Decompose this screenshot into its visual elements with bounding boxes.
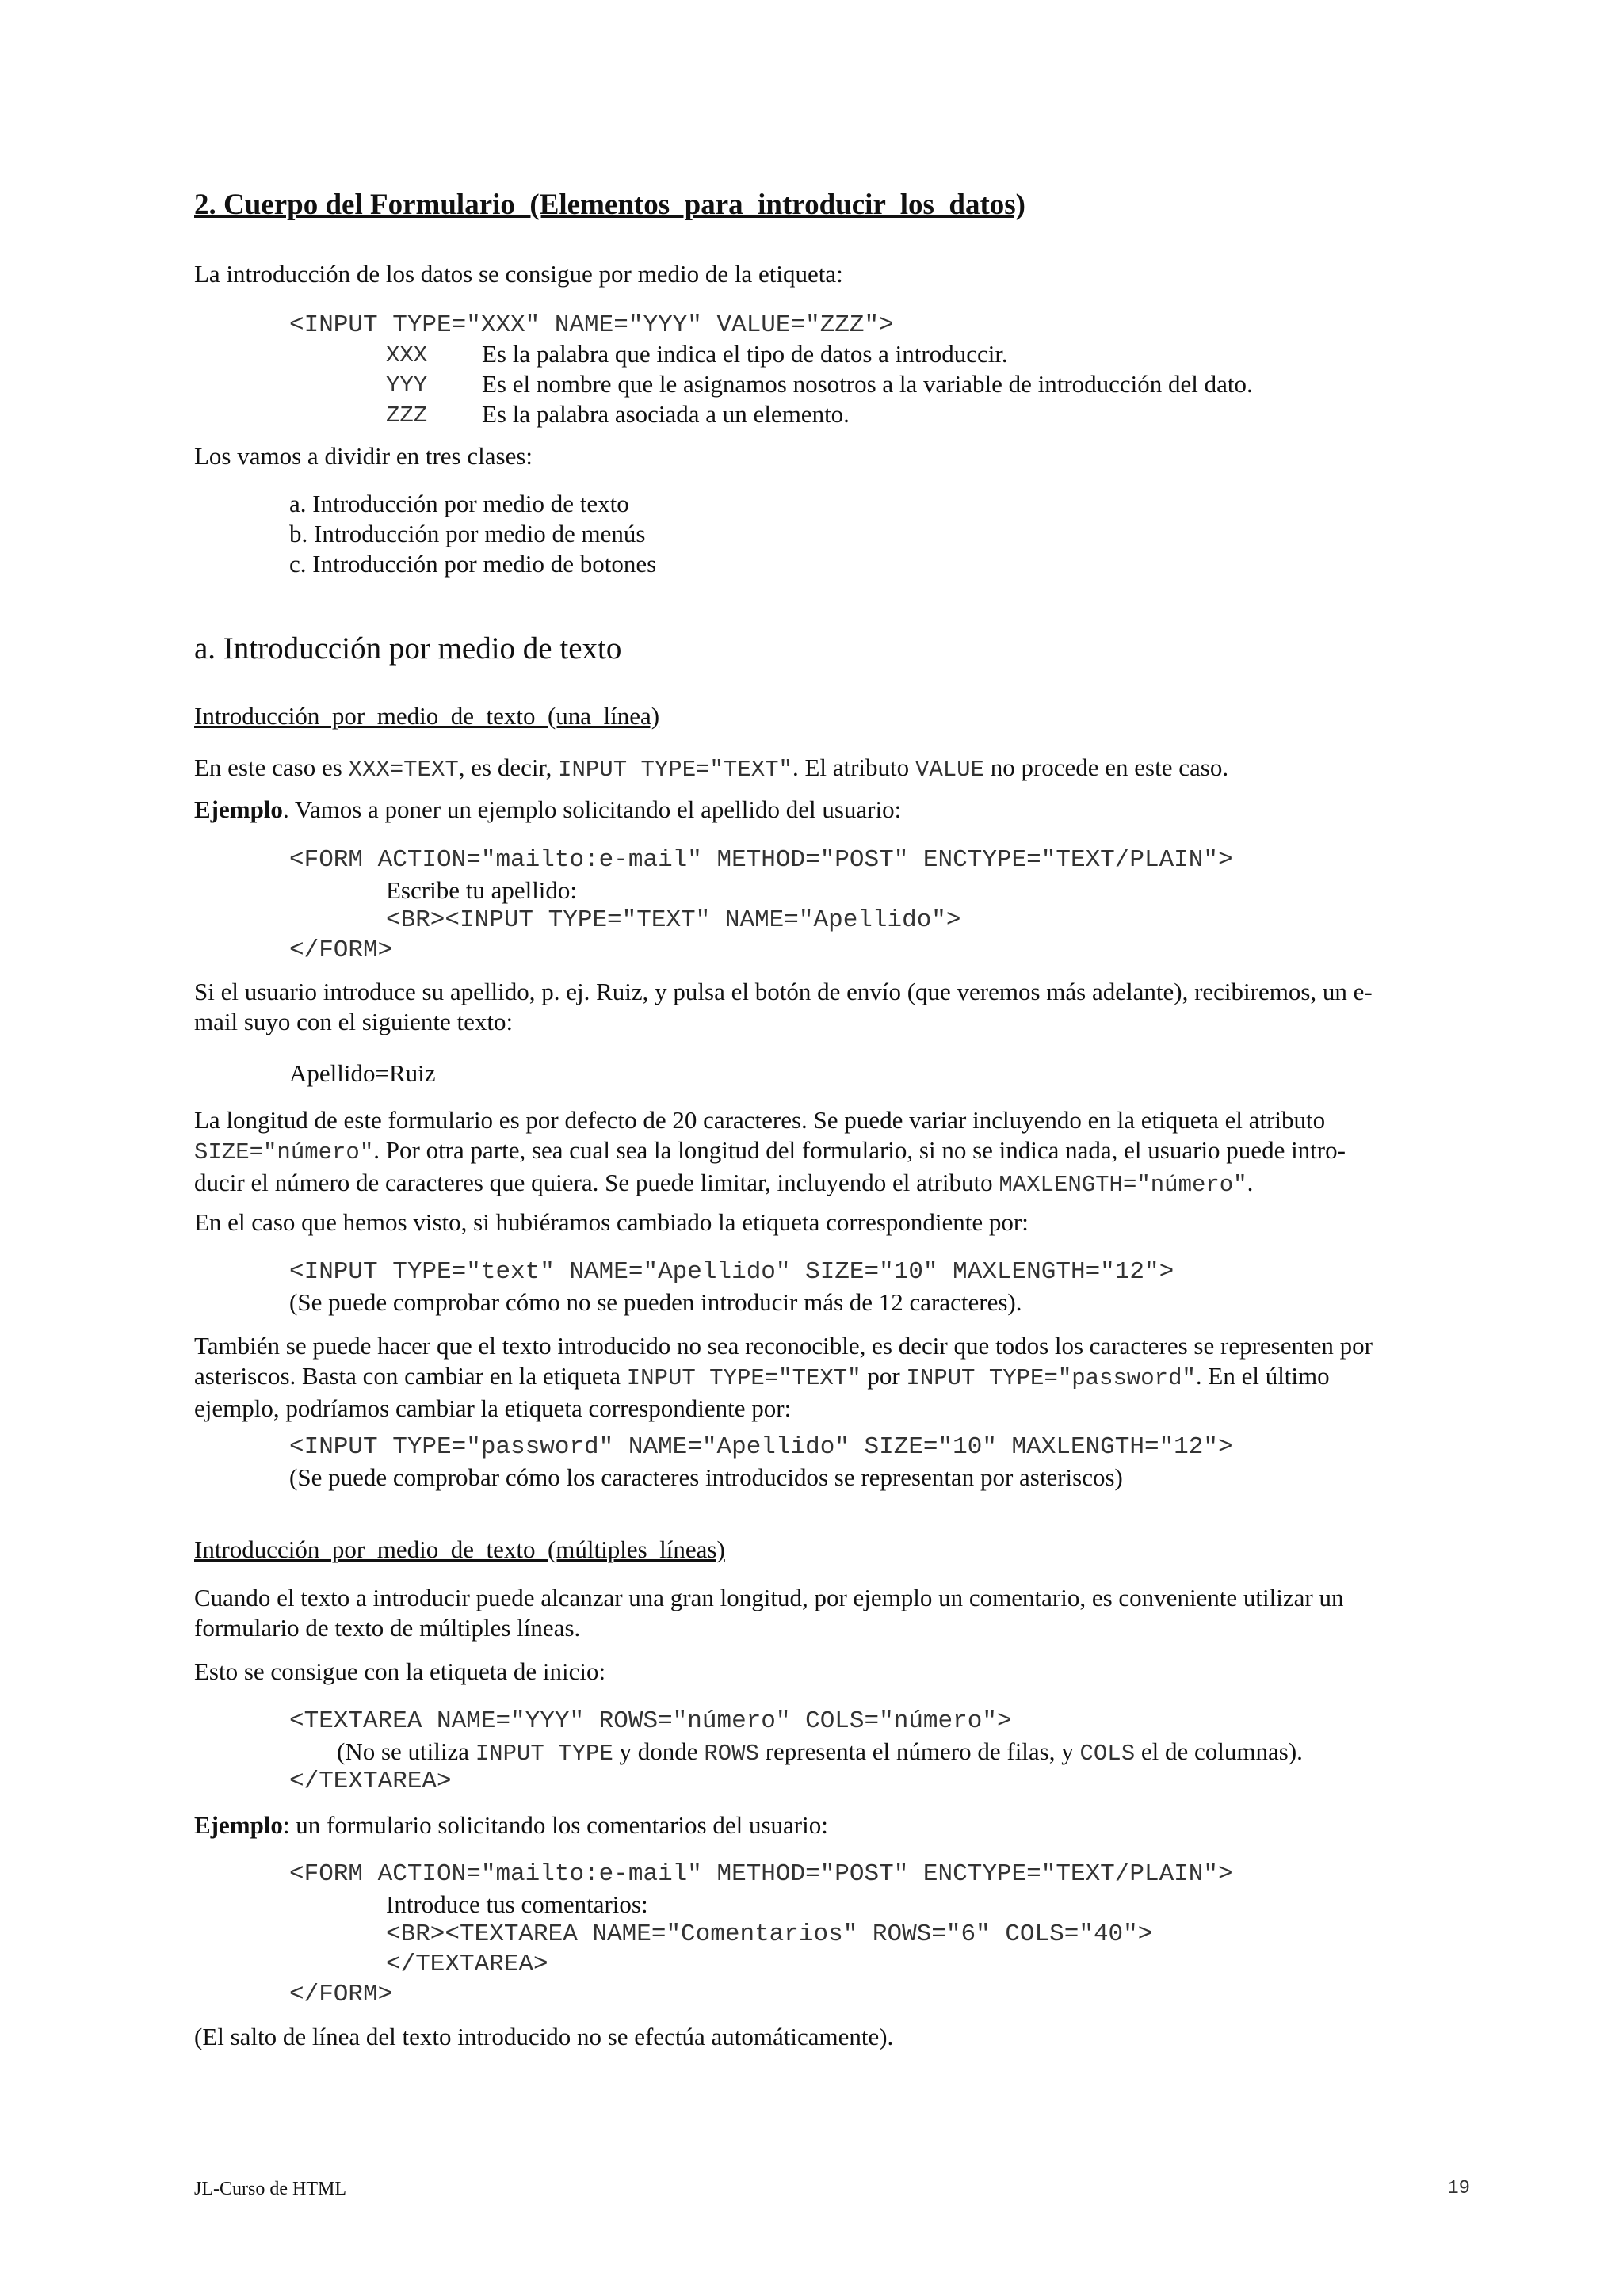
list-item: a. Introducción por medio de texto xyxy=(289,490,629,517)
text-run: : un formulario solicitando los comentarios del usuario: xyxy=(282,1811,828,1839)
inline-code: MAXLENGTH="número" xyxy=(999,1172,1247,1198)
paragraph-password xyxy=(194,1331,1478,1424)
param-desc: Es la palabra que indica el tipo de datos a introduccir. xyxy=(482,340,1008,368)
code-line: <BR><TEXTAREA NAME="Comentarios" ROWS="6" COLS="40"> xyxy=(386,1920,1153,1948)
input-tag-syntax: <INPUT TYPE="XXX" NAME="YYY" VALUE="ZZZ"> xyxy=(289,311,894,339)
subheading-multi-line: Introducción por medio de texto (múltiples líneas) xyxy=(194,1535,725,1563)
param-term: YYY xyxy=(386,372,428,399)
inline-code: ROWS xyxy=(704,1741,759,1767)
text-line: Cuando el texto a introducir puede alcanzar una gran longitud, por ejemplo un comentario, es conveniente utilizar un xyxy=(194,1584,1344,1611)
code-line: <FORM ACTION="mailto:e-mail" METHOD="POST" ENCTYPE="TEXT/PLAIN"> xyxy=(289,1860,1233,1888)
text-run: . El atributo xyxy=(792,753,915,781)
text-line: Si el usuario introduce su apellido, p. ej. Ruiz, y pulsa el botón de envío (que veremos más adelante), recibiremos, un e- xyxy=(194,978,1373,1005)
inline-code: INPUT TYPE="TEXT" xyxy=(626,1365,861,1391)
paragraph-final: (El salto de línea del texto introducido no se efectúa automáticamente). xyxy=(194,2023,894,2050)
inline-code: INPUT TYPE="password" xyxy=(906,1365,1196,1391)
text-line: La longitud de este formulario es por defecto de 20 caracteres. Se puede variar incluyendo en la etiqueta el atributo xyxy=(194,1106,1326,1134)
code-text: Escribe tu apellido: xyxy=(386,876,578,904)
subsection-heading: a. Introducción por medio de texto xyxy=(194,631,622,666)
code-line: <BR><INPUT TYPE="TEXT" NAME="Apellido"> xyxy=(386,906,961,934)
inline-code: INPUT TYPE="TEXT" xyxy=(558,757,792,783)
text-run: y donde xyxy=(613,1737,705,1765)
text-run: representa el número de filas, y xyxy=(758,1737,1080,1765)
text-run: asteriscos. Basta con cambiar en la etiqueta xyxy=(194,1362,627,1390)
example-intro xyxy=(194,1810,1478,1840)
paragraph-changed: En el caso que hemos visto, si hubiéramos cambiado la etiqueta correspondiente por: xyxy=(194,1208,1029,1236)
paragraph-multiline xyxy=(194,1583,1478,1643)
inline-code: VALUE xyxy=(915,757,984,783)
inline-code: INPUT TYPE xyxy=(475,1741,613,1767)
section-number: 2. xyxy=(194,189,216,221)
text-run: . Por otra parte, sea cual sea la longitud del formulario, si no se indica nada, el usuario puede intro- xyxy=(373,1136,1346,1164)
text-line: ejemplo, podríamos cambiar la etiqueta correspondiente por: xyxy=(194,1394,792,1422)
code-line: </TEXTAREA> xyxy=(289,1768,452,1795)
section-title: Cuerpo del Formulario (Elementos para introducir los datos) xyxy=(223,189,1025,221)
text-run: por xyxy=(861,1362,907,1390)
param-desc: Es la palabra asociada a un elemento. xyxy=(482,400,850,428)
text-line: mail suyo con el siguiente texto: xyxy=(194,1008,514,1035)
text-run: En este caso es xyxy=(194,753,349,781)
result-text: Apellido=Ruiz xyxy=(289,1059,436,1087)
footer-title: JL-Curso de HTML xyxy=(194,2179,346,2199)
note-text: (Se puede comprobar cómo los caracteres introducidos se representan por asteriscos) xyxy=(289,1463,1123,1491)
code-line: <INPUT TYPE="password" NAME="Apellido" SIZE="10" MAXLENGTH="12"> xyxy=(289,1433,1233,1461)
subheading-one-line: Introducción por medio de texto (una línea) xyxy=(194,702,660,730)
section-heading xyxy=(194,190,1478,220)
inline-code: XXX=TEXT xyxy=(348,757,459,783)
page-number: 19 xyxy=(1447,2178,1470,2199)
code-line: <TEXTAREA NAME="YYY" ROWS="número" COLS="número"> xyxy=(289,1707,1012,1735)
paragraph-xxx-text xyxy=(194,753,1478,785)
text-line: formulario de texto de múltiples líneas. xyxy=(194,1614,581,1642)
note-text: (Se puede comprobar cómo no se pueden introducir más de 12 caracteres). xyxy=(289,1288,1022,1316)
paragraph-start-tag: Esto se consigue con la etiqueta de inicio: xyxy=(194,1657,606,1685)
intro-paragraph: La introducción de los datos se consigue por medio de la etiqueta: xyxy=(194,260,843,288)
text-run: ducir el número de caracteres que quiera. Se puede limitar, incluyendo el atributo xyxy=(194,1169,999,1196)
text-line: También se puede hacer que el texto introducido no sea reconocible, es decir que todos los caracteres se representen por xyxy=(194,1332,1373,1360)
list-item: c. Introducción por medio de botones xyxy=(289,550,657,578)
code-text: Introduce tus comentarios: xyxy=(386,1890,648,1918)
text-run: no procede en este caso. xyxy=(983,753,1229,781)
text-run: , es decir, xyxy=(458,753,559,781)
inline-code: SIZE="número" xyxy=(194,1139,374,1165)
paragraph-result xyxy=(194,977,1478,1037)
code-line: </FORM> xyxy=(289,936,393,964)
text-run: (No se utiliza xyxy=(337,1737,475,1765)
example-label: Ejemplo xyxy=(194,1811,283,1839)
classes-intro: Los vamos a dividir en tres clases: xyxy=(194,442,533,470)
paragraph-length xyxy=(194,1105,1478,1200)
note-text xyxy=(337,1737,1478,1769)
example-label: Ejemplo xyxy=(194,795,283,823)
example-intro xyxy=(194,795,1478,825)
param-term: XXX xyxy=(386,342,428,368)
code-line: <FORM ACTION="mailto:e-mail" METHOD="POST" ENCTYPE="TEXT/PLAIN"> xyxy=(289,846,1233,874)
code-line: </FORM> xyxy=(289,1981,393,2008)
param-desc: Es el nombre que le asignamos nosotros a la variable de introducción del dato. xyxy=(482,370,1253,398)
text-run: el de columnas). xyxy=(1135,1737,1303,1765)
param-term: ZZZ xyxy=(386,402,428,429)
text-run: . Vamos a poner un ejemplo solicitando el apellido del usuario: xyxy=(282,795,902,823)
text-run: . xyxy=(1247,1169,1254,1196)
list-item: b. Introducción por medio de menús xyxy=(289,520,646,547)
code-line: </TEXTAREA> xyxy=(386,1951,548,1978)
code-line: <INPUT TYPE="text" NAME="Apellido" SIZE="10" MAXLENGTH="12"> xyxy=(289,1258,1174,1286)
text-run: . En el último xyxy=(1195,1362,1330,1390)
inline-code: COLS xyxy=(1079,1741,1136,1767)
